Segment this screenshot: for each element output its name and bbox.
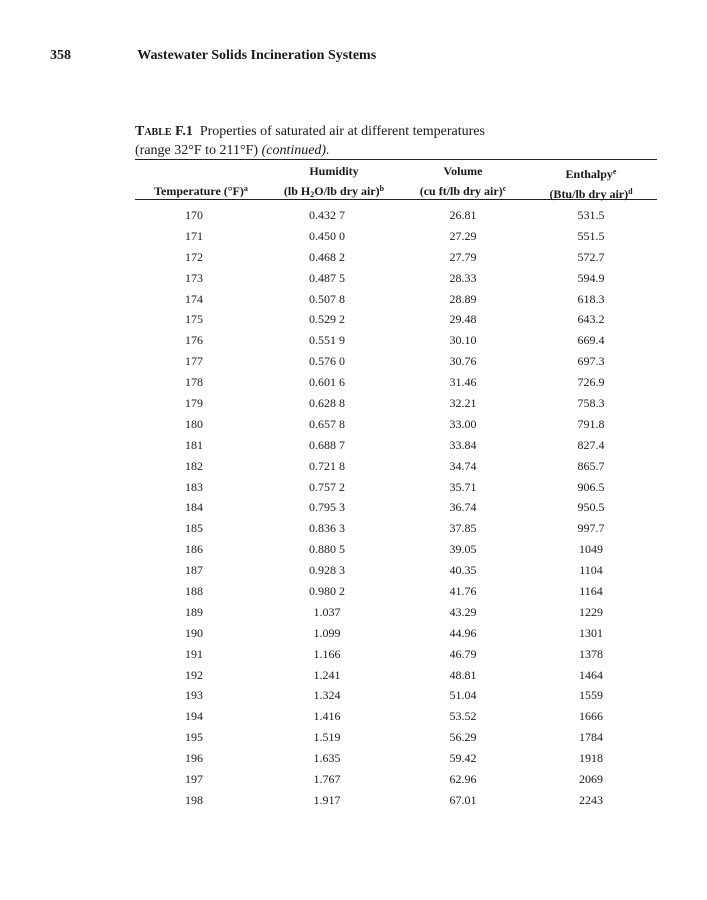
cell-temperature: 182 (185, 458, 203, 473)
cell-temperature: 176 (185, 333, 203, 348)
cell-temperature: 185 (185, 521, 203, 536)
cell-humidity: 0.432 7 (309, 207, 345, 222)
table-row (135, 581, 657, 602)
cell-temperature: 175 (185, 312, 203, 327)
header-humidity-label: Humidity (309, 164, 359, 178)
table-row (135, 477, 657, 498)
table-row (135, 456, 657, 477)
cell-enthalpy: 1301 (579, 625, 603, 640)
cell-humidity: 0.576 0 (309, 354, 345, 369)
cell-enthalpy: 726.9 (577, 375, 605, 390)
cell-volume: 36.74 (449, 500, 477, 515)
header-volume-unit: (cu ft/lb dry air)$^c$ (419, 184, 507, 198)
table-row (135, 268, 657, 289)
cell-temperature: 174 (185, 291, 203, 306)
table-row (135, 330, 657, 351)
cell-humidity: 0.529 2 (309, 312, 345, 327)
table-row (135, 351, 657, 372)
table-row (135, 560, 657, 581)
cell-volume: 33.00 (449, 416, 477, 431)
header-enthalpy-label: Enthalpy$^e$ (565, 167, 617, 181)
cell-temperature: 189 (185, 604, 203, 619)
cell-humidity: 0.468 2 (309, 249, 345, 264)
table-row (135, 247, 657, 268)
table-row (135, 769, 657, 790)
table-label: Table F.1 (135, 124, 193, 139)
table-header-rule (135, 199, 657, 200)
cell-humidity: 0.551 9 (309, 333, 345, 348)
cell-humidity: 0.628 8 (309, 395, 345, 410)
header-humidity (267, 163, 401, 203)
cell-temperature: 180 (185, 416, 203, 431)
cell-temperature: 197 (185, 771, 203, 786)
cell-humidity: 1.767 (313, 771, 341, 786)
cell-humidity: 1.324 (313, 688, 341, 703)
cell-humidity: 0.836 3 (309, 521, 345, 536)
cell-temperature: 196 (185, 751, 203, 766)
footnote-c: c (502, 184, 507, 193)
cell-enthalpy: 643.2 (577, 312, 605, 327)
cell-enthalpy: 906.5 (577, 479, 605, 494)
table-row (135, 602, 657, 623)
cell-enthalpy: 1464 (579, 667, 603, 682)
running-head (50, 48, 376, 64)
header-temperature (135, 180, 267, 200)
cell-temperature: 178 (185, 375, 203, 390)
cell-temperature: 192 (185, 667, 203, 682)
table-row (135, 644, 657, 665)
cell-volume: 33.84 (449, 437, 477, 452)
cell-humidity: 0.487 5 (309, 270, 345, 285)
cell-temperature: 194 (185, 709, 203, 724)
cell-humidity: 1.917 (313, 792, 341, 807)
cell-volume: 28.33 (449, 270, 477, 285)
cell-humidity: 1.416 (313, 709, 341, 724)
cell-humidity: 0.657 8 (309, 416, 345, 431)
cell-humidity: 0.601 6 (309, 375, 345, 390)
cell-volume: 40.35 (449, 563, 477, 578)
header-humidity-unit: (lb $H_2O/lb$ dry air)$^b$ (283, 184, 385, 199)
cell-enthalpy: 1784 (579, 730, 603, 745)
cell-temperature: 195 (185, 730, 203, 745)
table-row (135, 289, 657, 310)
cell-temperature: 190 (185, 625, 203, 640)
cell-volume: 48.81 (449, 667, 477, 682)
cell-volume: 30.10 (449, 333, 477, 348)
cell-volume: 59.42 (449, 751, 477, 766)
cell-enthalpy: 1918 (579, 751, 603, 766)
table-row (135, 665, 657, 686)
cell-enthalpy: 865.7 (577, 458, 605, 473)
cell-temperature: 198 (185, 792, 203, 807)
table-row (135, 790, 657, 811)
cell-temperature: 193 (185, 688, 203, 703)
cell-humidity: 0.795 3 (309, 500, 345, 515)
cell-humidity: 0.507 8 (309, 291, 345, 306)
table-row (135, 393, 657, 414)
cell-humidity: 0.721 8 (309, 458, 345, 473)
page-number: 358 (50, 48, 71, 63)
cell-volume: 26.81 (449, 207, 477, 222)
cell-temperature: 172 (185, 249, 203, 264)
cell-humidity: 1.037 (313, 604, 341, 619)
cell-enthalpy: 531.5 (577, 207, 605, 222)
cell-humidity: 0.880 5 (309, 542, 345, 557)
table-row (135, 226, 657, 247)
cell-enthalpy: 997.7 (577, 521, 605, 536)
table-body (135, 205, 657, 811)
table-row (135, 414, 657, 435)
table-continued: (continued). (261, 143, 330, 158)
cell-temperature: 183 (185, 479, 203, 494)
footnote-a: a (243, 184, 248, 193)
cell-enthalpy: 669.4 (577, 333, 605, 348)
cell-enthalpy: 697.3 (577, 354, 605, 369)
table-row (135, 685, 657, 706)
cell-enthalpy: 618.3 (577, 291, 605, 306)
cell-volume: 62.96 (449, 771, 477, 786)
cell-temperature: 184 (185, 500, 203, 515)
cell-volume: 43.29 (449, 604, 477, 619)
cell-enthalpy: 758.3 (577, 395, 605, 410)
cell-volume: 28.89 (449, 291, 477, 306)
table-row (135, 205, 657, 226)
cell-volume: 44.96 (449, 625, 477, 640)
cell-temperature: 191 (185, 646, 203, 661)
cell-enthalpy: 1164 (579, 583, 603, 598)
cell-enthalpy: 950.5 (577, 500, 605, 515)
table-row (135, 518, 657, 539)
header-volume-label: Volume (443, 164, 483, 178)
table-title: Properties of saturated air at different temperatures (199, 124, 485, 139)
table-row (135, 706, 657, 727)
cell-humidity: 0.757 2 (309, 479, 345, 494)
table-top-rule (135, 159, 657, 160)
cell-enthalpy: 572.7 (577, 249, 605, 264)
footnote-d: d (628, 187, 633, 196)
cell-temperature: 186 (185, 542, 203, 557)
cell-enthalpy: 827.4 (577, 437, 605, 452)
table-row (135, 748, 657, 769)
cell-enthalpy: 1049 (579, 542, 603, 557)
cell-volume: 51.04 (449, 688, 477, 703)
table-range: (range 32°F to 211°F) (135, 143, 259, 158)
cell-volume: 29.48 (449, 312, 477, 327)
table-row (135, 497, 657, 518)
book-title: Wastewater Solids Incineration Systems (137, 48, 377, 63)
cell-volume: 41.76 (449, 583, 477, 598)
header-enthalpy (525, 163, 657, 203)
cell-enthalpy: 1378 (579, 646, 603, 661)
cell-volume: 56.29 (449, 730, 477, 745)
cell-humidity: 1.635 (313, 751, 341, 766)
header-enthalpy-unit: (Btu/lb dry air)$^d$ (549, 187, 633, 201)
header-volume (401, 163, 525, 200)
cell-humidity: 0.450 0 (309, 228, 345, 243)
cell-temperature: 171 (185, 228, 203, 243)
cell-enthalpy: 1104 (579, 563, 603, 578)
table-row (135, 623, 657, 644)
table-row (135, 435, 657, 456)
cell-enthalpy: 2069 (579, 771, 603, 786)
cell-temperature: 173 (185, 270, 203, 285)
cell-volume: 32.21 (449, 395, 477, 410)
cell-volume: 46.79 (449, 646, 477, 661)
cell-enthalpy: 1559 (579, 688, 603, 703)
table-row (135, 309, 657, 330)
cell-temperature: 170 (185, 207, 203, 222)
cell-humidity: 0.688 7 (309, 437, 345, 452)
cell-humidity: 1.519 (313, 730, 341, 745)
cell-humidity: 1.099 (313, 625, 341, 640)
cell-humidity: 0.980 2 (309, 583, 345, 598)
table-row (135, 727, 657, 748)
cell-enthalpy: 1229 (579, 604, 603, 619)
cell-volume: 35.71 (449, 479, 477, 494)
table-row (135, 372, 657, 393)
cell-temperature: 187 (185, 563, 203, 578)
cell-humidity: 1.241 (313, 667, 341, 682)
cell-volume: 31.46 (449, 375, 477, 390)
cell-enthalpy: 2243 (579, 792, 603, 807)
cell-humidity: 0.928 3 (309, 563, 345, 578)
cell-enthalpy: 791.8 (577, 416, 605, 431)
cell-temperature: 179 (185, 395, 203, 410)
cell-enthalpy: 551.5 (577, 228, 605, 243)
cell-volume: 27.79 (449, 249, 477, 264)
cell-temperature: 177 (185, 354, 203, 369)
cell-enthalpy: 594.9 (577, 270, 605, 285)
cell-volume: 37.85 (449, 521, 477, 536)
table-caption (135, 122, 555, 160)
cell-humidity: 1.166 (313, 646, 341, 661)
table-row (135, 539, 657, 560)
cell-temperature: 181 (185, 437, 203, 452)
cell-volume: 67.01 (449, 792, 477, 807)
cell-volume: 27.29 (449, 228, 477, 243)
cell-volume: 30.76 (449, 354, 477, 369)
cell-volume: 53.52 (449, 709, 477, 724)
cell-volume: 34.74 (449, 458, 477, 473)
cell-volume: 39.05 (449, 542, 477, 557)
footnote-e: e (612, 167, 617, 176)
footnote-b: b (379, 184, 385, 193)
header-temperature-label: Temperature (°F) (154, 184, 244, 198)
cell-temperature: 188 (185, 583, 203, 598)
cell-enthalpy: 1666 (579, 709, 603, 724)
